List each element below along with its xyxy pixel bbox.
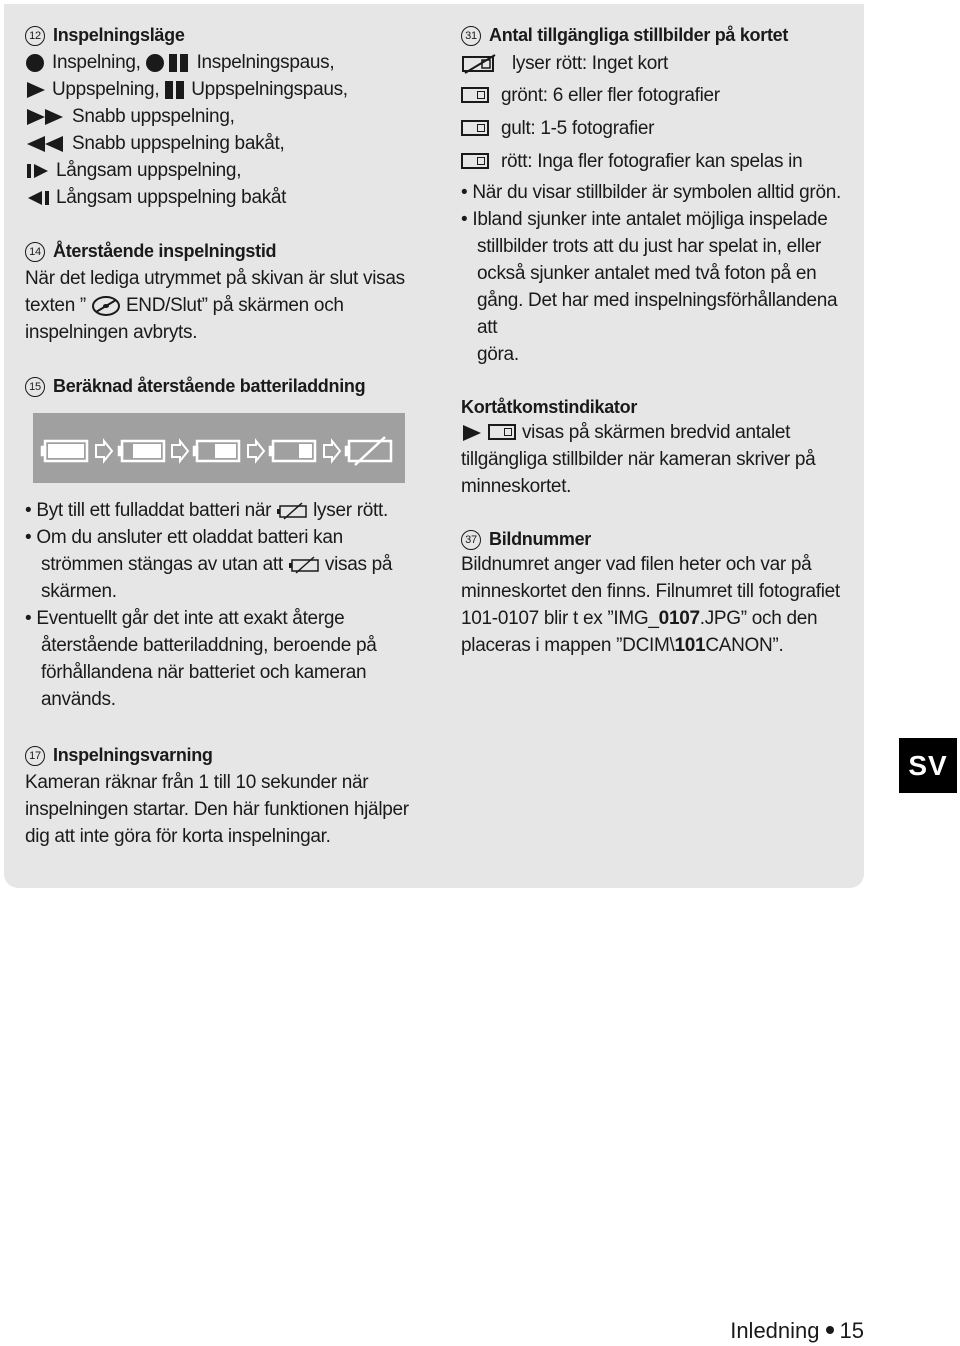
mode-line-record: Inspelning, Inspelningspaus, xyxy=(25,49,425,76)
heading-battery: 15 Beräknad återstående batteriladdning xyxy=(25,373,425,400)
heading-remaining-time: 14 Återstående inspelningstid xyxy=(25,238,425,265)
mode-line-fast-forward: Snabb uppspelning, xyxy=(25,103,425,130)
item-number: 12 xyxy=(25,26,45,46)
disc-end-icon xyxy=(91,295,121,317)
fast-reverse-icon xyxy=(25,134,67,154)
mode-line-playback: Uppspelning, Uppspelningspaus, xyxy=(25,76,425,103)
memory-card-icon xyxy=(488,424,516,440)
item-number: 37 xyxy=(461,530,481,550)
mode-line-fast-reverse: Snabb uppspelning bakåt, xyxy=(25,130,425,157)
heading-recording-warning: 17 Inspelningsvarning xyxy=(25,742,425,769)
empty-battery-icon xyxy=(276,502,308,520)
record-pause-icon xyxy=(146,53,192,73)
memory-card-icon xyxy=(461,153,489,169)
heading-available-stills: 31 Antal tillgängliga stillbilder på kortet xyxy=(461,22,856,49)
mode-line-slow-reverse: Långsam uppspelning bakåt xyxy=(25,184,425,211)
page-number: 15 xyxy=(839,1318,864,1343)
playback-pause-icon xyxy=(164,80,186,100)
play-icon xyxy=(25,80,47,100)
memory-card-icon xyxy=(461,87,489,103)
right-column: 31 Antal tillgängliga stillbilder på kortet lyser rött: Inget kort grönt: 6 eller fler fotografier gult: 1-5 fotografier rött: Inga fler fotografier kan spelas in • När du visar stillbilder är symbolen alltid grön. • Ibland sjunker inte antalet möjliga inspelade stillbilder trots att du just har spelat in, eller också sjunker antalet med två foton på en gång. Det har med inspelningsförhållandena att göra. Kortåtkomstindikator visas på skärmen bredvid antalet tillgängliga stillbilder när kameran skriver på minneskortet. 37 Bildnummer Bildnumret anger vad filen heter och var på minneskortet den finns. Filnumret till fotografiet 101-0107 blir t ex ”IMG_0107.JPG” och den placeras i mappen ”DCIM\101CANON”. xyxy=(461,22,856,659)
item-number: 14 xyxy=(25,242,45,262)
battery-level-sequence xyxy=(33,413,405,483)
slow-forward-icon xyxy=(25,161,51,181)
battery-bullets: • Byt till ett fulladdat batteri när lyser rött. • Om du ansluter ett oladdat batteri kan strömmen stängas av utan att visas på skärmen. • Eventuellt går det inte att exakt återge återstående batteriladdning, beroende på förhållandena när batteriet och kameran används. xyxy=(25,500,393,710)
item-number: 15 xyxy=(25,377,45,397)
section-name: Inledning xyxy=(730,1318,820,1343)
card-access-play-icon xyxy=(461,423,483,443)
heading-image-number: 37 Bildnummer xyxy=(461,527,856,551)
heading-recording-mode: 12 Inspelningsläge xyxy=(25,22,425,49)
recording-warning-section: 17 Inspelningsvarning Kameran räknar från 1 till 10 sekunder när inspelningen startar. Den här funktionen hjälper dig att inte göra för korta inspelningar. xyxy=(25,742,425,850)
battery-icons xyxy=(33,413,405,483)
item-number: 31 xyxy=(461,26,481,46)
memory-card-icon xyxy=(461,120,489,136)
record-icon xyxy=(25,53,47,73)
slow-reverse-icon xyxy=(25,188,51,208)
page-footer xyxy=(730,1318,864,1344)
heading-card-access: Kortåtkomstindikator xyxy=(461,397,638,417)
language-tab: SV xyxy=(899,738,957,793)
mode-line-slow-forward: Långsam uppspelning, xyxy=(25,157,425,184)
no-card-icon xyxy=(461,54,497,74)
fast-forward-icon xyxy=(25,107,67,127)
bullet-separator xyxy=(826,1326,834,1334)
left-column: 12 Inspelningsläge Inspelning, Inspelningspaus, Uppspelning, Uppspelningspaus, Snabb uppspelning, Snabb uppspelning bakåt, Långsam uppspelning, Långsam uppspelning bakåt 14 Återstående inspelningstid När det lediga utrymmet på skivan är slut visas texten ” END/Slut” på skärmen och inspelningen avbryts. 15 Beräknad återstående batteriladdning xyxy=(25,22,425,400)
item-number: 17 xyxy=(25,746,45,766)
empty-battery-icon xyxy=(288,556,320,574)
